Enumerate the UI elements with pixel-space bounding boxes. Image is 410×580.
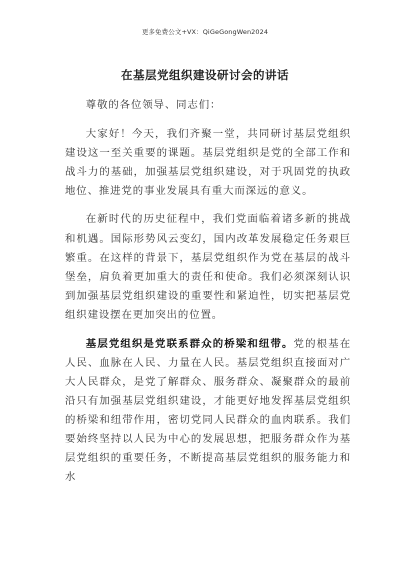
salutation: 尊敬的各位领导、同志们： (85, 99, 222, 111)
paragraph-opening: 大家好！今天，我们齐聚一堂，共同研讨基层党组织建设这一至关重要的课题。基层党组织是党的全部工作和战斗力的基础，加强基层党组织建设，对于巩固党的执政地位、推进党的事业发展具有重大而深远的意义。 (65, 127, 351, 197)
section-lead-sentence: 基层党组织是党联系群众的桥梁和纽带。 (85, 337, 294, 350)
document-body (65, 96, 351, 497)
header-note: 更多免费公文+VX：QiGeGongWen2024 (141, 28, 269, 36)
paragraph-section (65, 335, 351, 488)
document-title: 在基层党组织建设研讨会的讲话 (121, 68, 289, 82)
paragraph-context: 在新时代的历史征程中，我们党面临着诸多新的挑战和机遇。国际形势风云变幻，国内改革发展稳定任务艰巨繁重。在这样的背景下，基层党组织作为党在基层的战斗堡垒，肩负着更加重大的责任和使命。我们必须深刻认识到加强基层党组织建设的重要性和紧迫性，切实把基层党组织建设摆在更加突出的位置。 (65, 213, 351, 321)
section-text: 党的根基在人民、血脉在人民、力量在人民。基层党组织直接面对广大人民群众，是党了解群众、服务群众、凝聚群众的最前沿只有加强基层党组织建设，才能更好地发挥基层党组织的桥梁和纽带作用，密切党同人民群众的血肉联系。我们要始终坚持以人民为中心的发展思想，把服务群众作为基层党组织的重要任务，不断提高基层党组织的服务能力和水 (65, 337, 352, 484)
